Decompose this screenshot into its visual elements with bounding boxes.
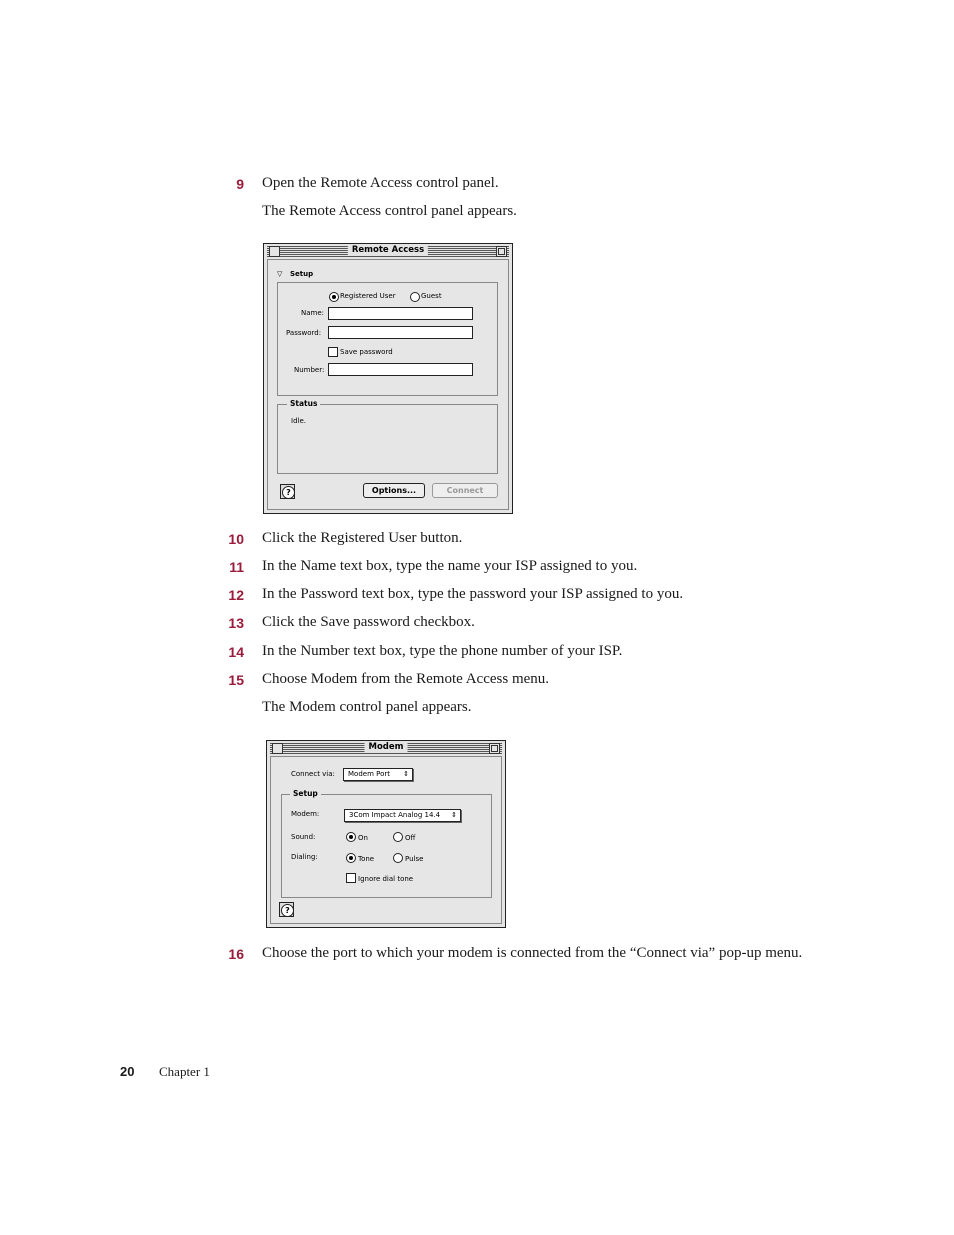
modem-popup[interactable]: [344, 809, 461, 822]
connect-via-label: Connect via:: [291, 770, 335, 778]
setup-label: Setup: [290, 789, 321, 798]
save-password-checkbox[interactable]: [328, 347, 338, 357]
help-icon: ?: [282, 486, 295, 499]
modem-window: [266, 740, 506, 928]
registered-user-radio[interactable]: [329, 292, 339, 302]
disclosure-triangle-icon[interactable]: ▽: [277, 270, 283, 278]
sound-on-label: On: [358, 834, 368, 842]
connect-via-value: Modem Port: [348, 770, 390, 778]
step-text: In the Number text box, type the phone number of your ISP.: [262, 643, 623, 659]
step-text: Click the Save password checkbox.: [262, 614, 475, 630]
status-group: [277, 404, 498, 474]
popup-arrows-icon: ⇕: [403, 770, 409, 778]
connect-button[interactable]: Connect: [432, 483, 498, 498]
options-button[interactable]: Options...: [363, 483, 425, 498]
sound-off-label: Off: [405, 834, 416, 842]
window-title: Modem: [364, 742, 407, 752]
zoom-box-icon[interactable]: [489, 743, 500, 754]
step-result-text: The Remote Access control panel appears.: [262, 203, 517, 219]
number-label: Number:: [294, 366, 325, 374]
step-number: 13: [228, 615, 244, 631]
close-box-icon[interactable]: [272, 743, 283, 754]
help-button[interactable]: [279, 902, 294, 917]
guest-radio[interactable]: [410, 292, 420, 302]
help-button[interactable]: [280, 484, 295, 499]
step-number: 15: [228, 672, 244, 688]
title-bar[interactable]: [270, 743, 502, 754]
step-text: Click the Registered User button.: [262, 530, 463, 546]
step-number: 14: [228, 644, 244, 660]
step-number: 9: [236, 176, 244, 192]
step-result-text: The Modem control panel appears.: [262, 699, 472, 715]
page-number: 20: [120, 1064, 135, 1079]
ignore-dial-tone-checkbox[interactable]: [346, 873, 356, 883]
dialing-tone-label: Tone: [358, 855, 375, 863]
step-number: 10: [228, 531, 244, 547]
step-text: Open the Remote Access control panel.: [262, 175, 499, 191]
name-field[interactable]: [328, 307, 473, 320]
dialing-pulse-radio[interactable]: [393, 853, 403, 863]
dialing-pulse-label: Pulse: [405, 855, 424, 863]
chapter-label: Chapter 1: [159, 1064, 210, 1079]
step-number: 12: [228, 587, 244, 603]
setup-label: Setup: [290, 270, 314, 278]
name-label: Name:: [301, 309, 325, 317]
status-label: Status: [287, 399, 320, 408]
ignore-dial-tone-label: Ignore dial tone: [358, 875, 414, 883]
step-number: 11: [229, 559, 244, 575]
window-title: Remote Access: [348, 245, 428, 255]
step-text: In the Name text box, type the name your ISP assigned to you.: [262, 558, 638, 574]
sound-off-radio[interactable]: [393, 832, 403, 842]
dialing-tone-radio[interactable]: [346, 853, 356, 863]
dialing-label: Dialing:: [291, 853, 318, 861]
save-password-label: Save password: [340, 348, 393, 356]
remote-access-window: [263, 243, 513, 514]
password-label: Password:: [286, 329, 322, 337]
help-icon: ?: [281, 904, 294, 917]
step-text: Choose Modem from the Remote Access menu.: [262, 671, 550, 687]
password-field[interactable]: [328, 326, 473, 339]
step-text: In the Password text box, type the password your ISP assigned to you.: [262, 586, 684, 602]
zoom-box-icon[interactable]: [496, 246, 507, 257]
number-field[interactable]: [328, 363, 473, 376]
connect-via-popup[interactable]: [343, 768, 413, 781]
sound-label: Sound:: [291, 833, 316, 841]
window-content: [267, 259, 509, 510]
registered-user-label: Registered User: [340, 292, 396, 300]
step-text: Choose the port to which your modem is connected from the “Connect via” pop-up menu.: [262, 945, 803, 961]
sound-on-radio[interactable]: [346, 832, 356, 842]
title-bar[interactable]: [267, 246, 509, 257]
popup-arrows-icon: ⇕: [451, 811, 457, 819]
guest-label: Guest: [421, 292, 442, 300]
close-box-icon[interactable]: [269, 246, 280, 257]
status-text: Idle.: [291, 417, 306, 425]
modem-value: 3Com Impact Analog 14.4: [349, 811, 441, 819]
window-content: [270, 756, 502, 924]
modem-label: Modem:: [291, 810, 320, 818]
step-number: 16: [228, 946, 244, 962]
